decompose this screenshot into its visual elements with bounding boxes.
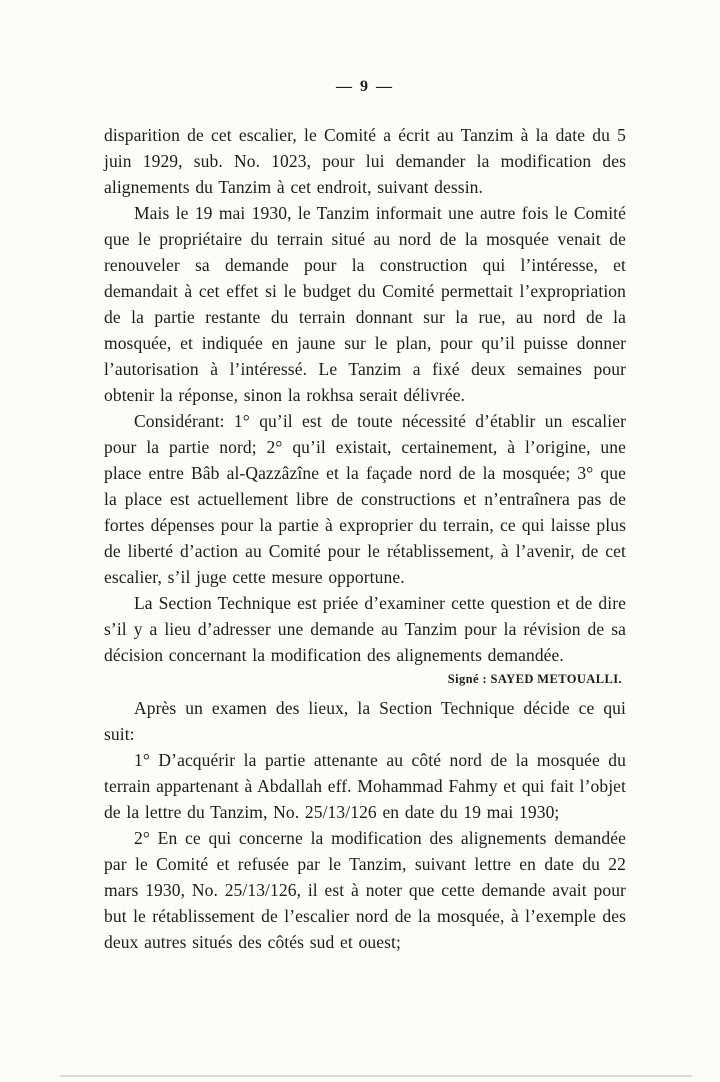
paragraph-tanzim-notice: Mais le 19 mai 1930, le Tanzim informait une autre fois le Comité que le propriétaire du terrain situé au nord de la mosquée venait de renouveler sa demande pour la construction qui l’intéresse, et demandait à cet effet si le budget du Comité permettait l’expropriation de la partie restante du terrain donnant sur la rue, au nord de la mosquée, et indiquée en jaune sur le plan, pour qu’il puisse donner l’autorisation à l’intéressé. Le Tanzim a fixé deux semaines pour obtenir la réponse, sinon la rokhsa serait délivrée. [104, 203, 626, 405]
paragraph-decision-item-2: 2° En ce qui concerne la modification des alignements demandée par le Comité et refusée par le Tanzim, suivant lettre en date du 22 mars 1930, No. 25/13/126, il est à noter que cette demande avait pour but le rétablissement de l’escalier nord de la mosquée, à l’exemple des deux autres situés des côtés sud et ouest; [104, 828, 626, 952]
signature-line: Signé : SAYED METOUALLI. [447, 672, 622, 686]
paragraph-considerant: Considérant: 1° qu’il est de toute nécessité d’établir un escalier pour la partie nord; 2° qu’il existait, certainement, à l’origine, une place entre Bâb al-Qazzâzîne et la façade nord de la mosquée; 3° que la place est actuellement libre de constructions et n’entraînera pas de fortes dépenses pour la partie à exproprier du terrain, ce qui laisse plus de liberté d’action au Comité pour le rétablissement, à l’avenir, de cet escalier, s’il juge cette mesure opportune. [104, 411, 626, 587]
scan-edge-artifact [60, 1075, 692, 1077]
page-number: — 9 — [336, 78, 394, 95]
paragraph-decision-item-1: 1° D’acquérir la partie attenante au côté nord de la mosquée du terrain appartenant à Abdallah eff. Mohammad Fahmy et qui fait l’objet de la lettre du Tanzim, No. 25/13/126 en date du 19 mai 1930; [104, 750, 626, 822]
paragraph-decision-intro: Après un examen des lieux, la Section Technique décide ce qui suit: [104, 698, 626, 744]
paragraph-section-technique-request: La Section Technique est priée d’examiner cette question et de dire s’il y a lieu d’adresser une demande au Tanzim pour la révision de sa décision concernant la modification des alignements demandée. [104, 593, 626, 665]
paragraph-continuation: disparition de cet escalier, le Comité a écrit au Tanzim à la date du 5 juin 1929, sub. No. 1023, pour lui demander la modification des alignements du Tanzim à cet endroit, suivant dessin. [104, 125, 626, 197]
